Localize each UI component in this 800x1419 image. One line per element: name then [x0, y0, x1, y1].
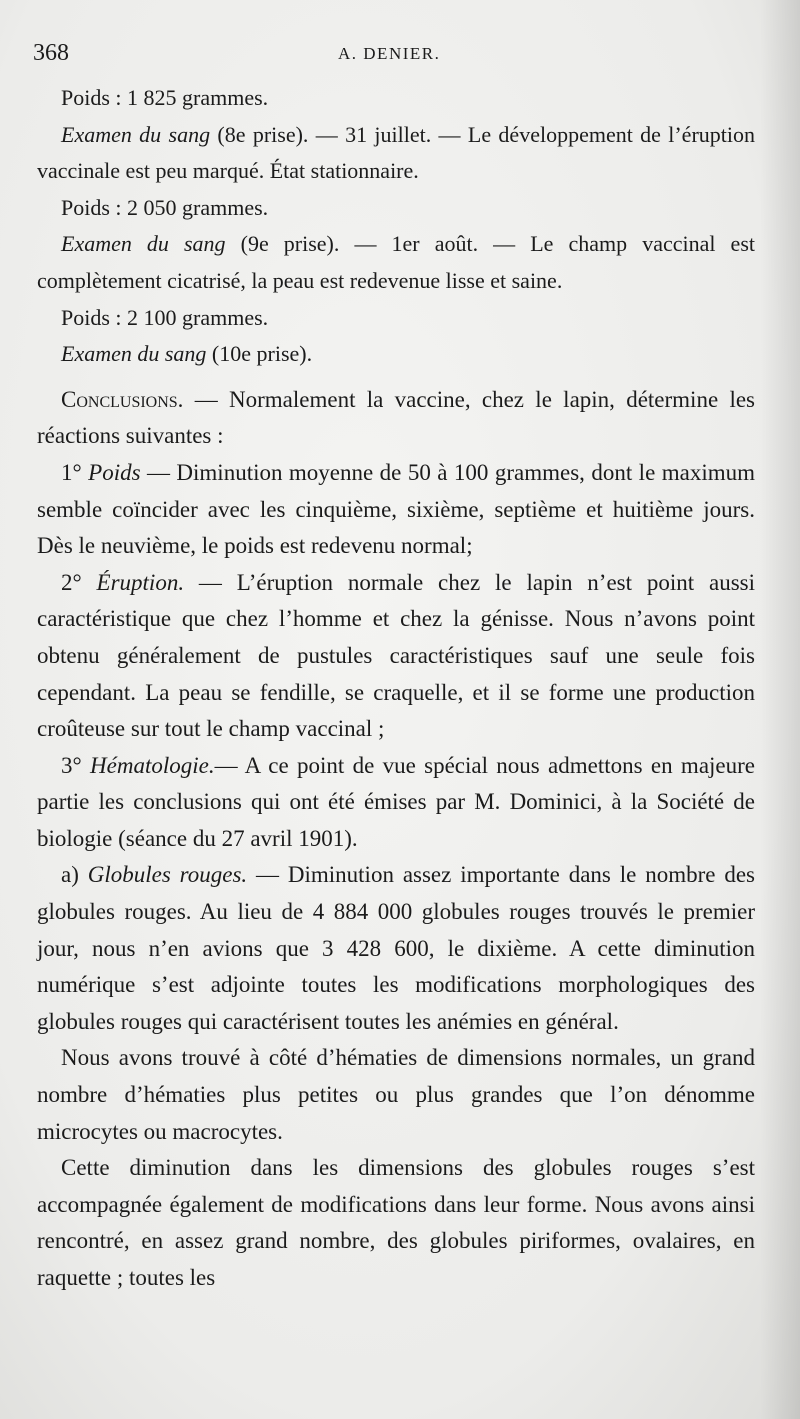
- paragraph-examen-10: Examen du sang (10e prise).: [61, 341, 313, 367]
- paragraph-poids-2: Poids : 2 050 grammes.: [61, 194, 269, 220]
- running-head: A. DENIER.: [338, 44, 441, 63]
- paragraph-forme: Cette diminution dans les dimensions des globules rouges s’est accompagnée également de modifications dans leur forme. Nous avons ainsi rencontré, en assez grand nombre, des globules piriformes, ovalaires, en raquette ; toutes les: [37, 1155, 755, 1290]
- paragraph-examen-9: Examen du sang (9e prise). — 1er août. — Le champ vaccinal est complètement cicatrisé, la peau est redevenue lisse et saine.: [37, 231, 755, 293]
- paragraph-hematologie: 3° Hématologie.— A ce point de vue spécial nous admettons en majeure partie les conclusions qui ont été émises par M. Dominici, à la Société de biologie (séance du 27 avril 1901).: [37, 752, 755, 851]
- page-number: 368: [33, 40, 69, 66]
- body-text: [37, 80, 755, 1297]
- paragraph-eruption: 2° Éruption. — L’éruption normale chez le lapin n’est point aussi caractéristique que chez l’homme et chez la génisse. Nous n’avons point obtenu généralement de pustules caractéristiques sauf une seule fois cependant. La peau se fendille, se craquelle, et il se forme une production croûteuse sur tout le champ vaccinal ;: [37, 569, 755, 742]
- page-header: [33, 40, 760, 72]
- paragraph-conclusions: Conclusions. — Normalement la vaccine, chez le lapin, détermine les réactions suivantes :: [37, 386, 755, 449]
- paragraph-globules-rouges: a) Globules rouges. — Diminution assez importante dans le nombre des globules rouges. Au lieu de 4 884 000 globules rouges trouvés le premier jour, nous n’en avions que 3 428 600, le dixième. A cette diminution numérique s’est adjointe toutes les modifications morphologiques des globules rouges qui caractérisent toutes les anémies en général.: [37, 862, 755, 1034]
- paragraph-poids-3: Poids : 2 100 grammes.: [61, 304, 269, 330]
- paragraph-poids-conclusion: 1° Poids — Diminution moyenne de 50 à 100 grammes, dont le maximum semble coïncider avec les cinquième, sixième, septième et huitième jours. Dès le neuvième, le poids est redevenu normal;: [37, 459, 755, 559]
- paragraph-examen-8: Examen du sang (8e prise). — 31 juillet. — Le développement de l’éruption vaccinale est peu marqué. État stationnaire.: [37, 121, 755, 184]
- paragraph-poids-1: Poids : 1 825 grammes.: [61, 85, 269, 110]
- paragraph-dimensions: Nous avons trouvé à côté d’hématies de dimensions normales, un grand nombre d’hématies plus petites ou plus grandes que l’on dénomme microcytes ou macrocytes.: [37, 1045, 755, 1144]
